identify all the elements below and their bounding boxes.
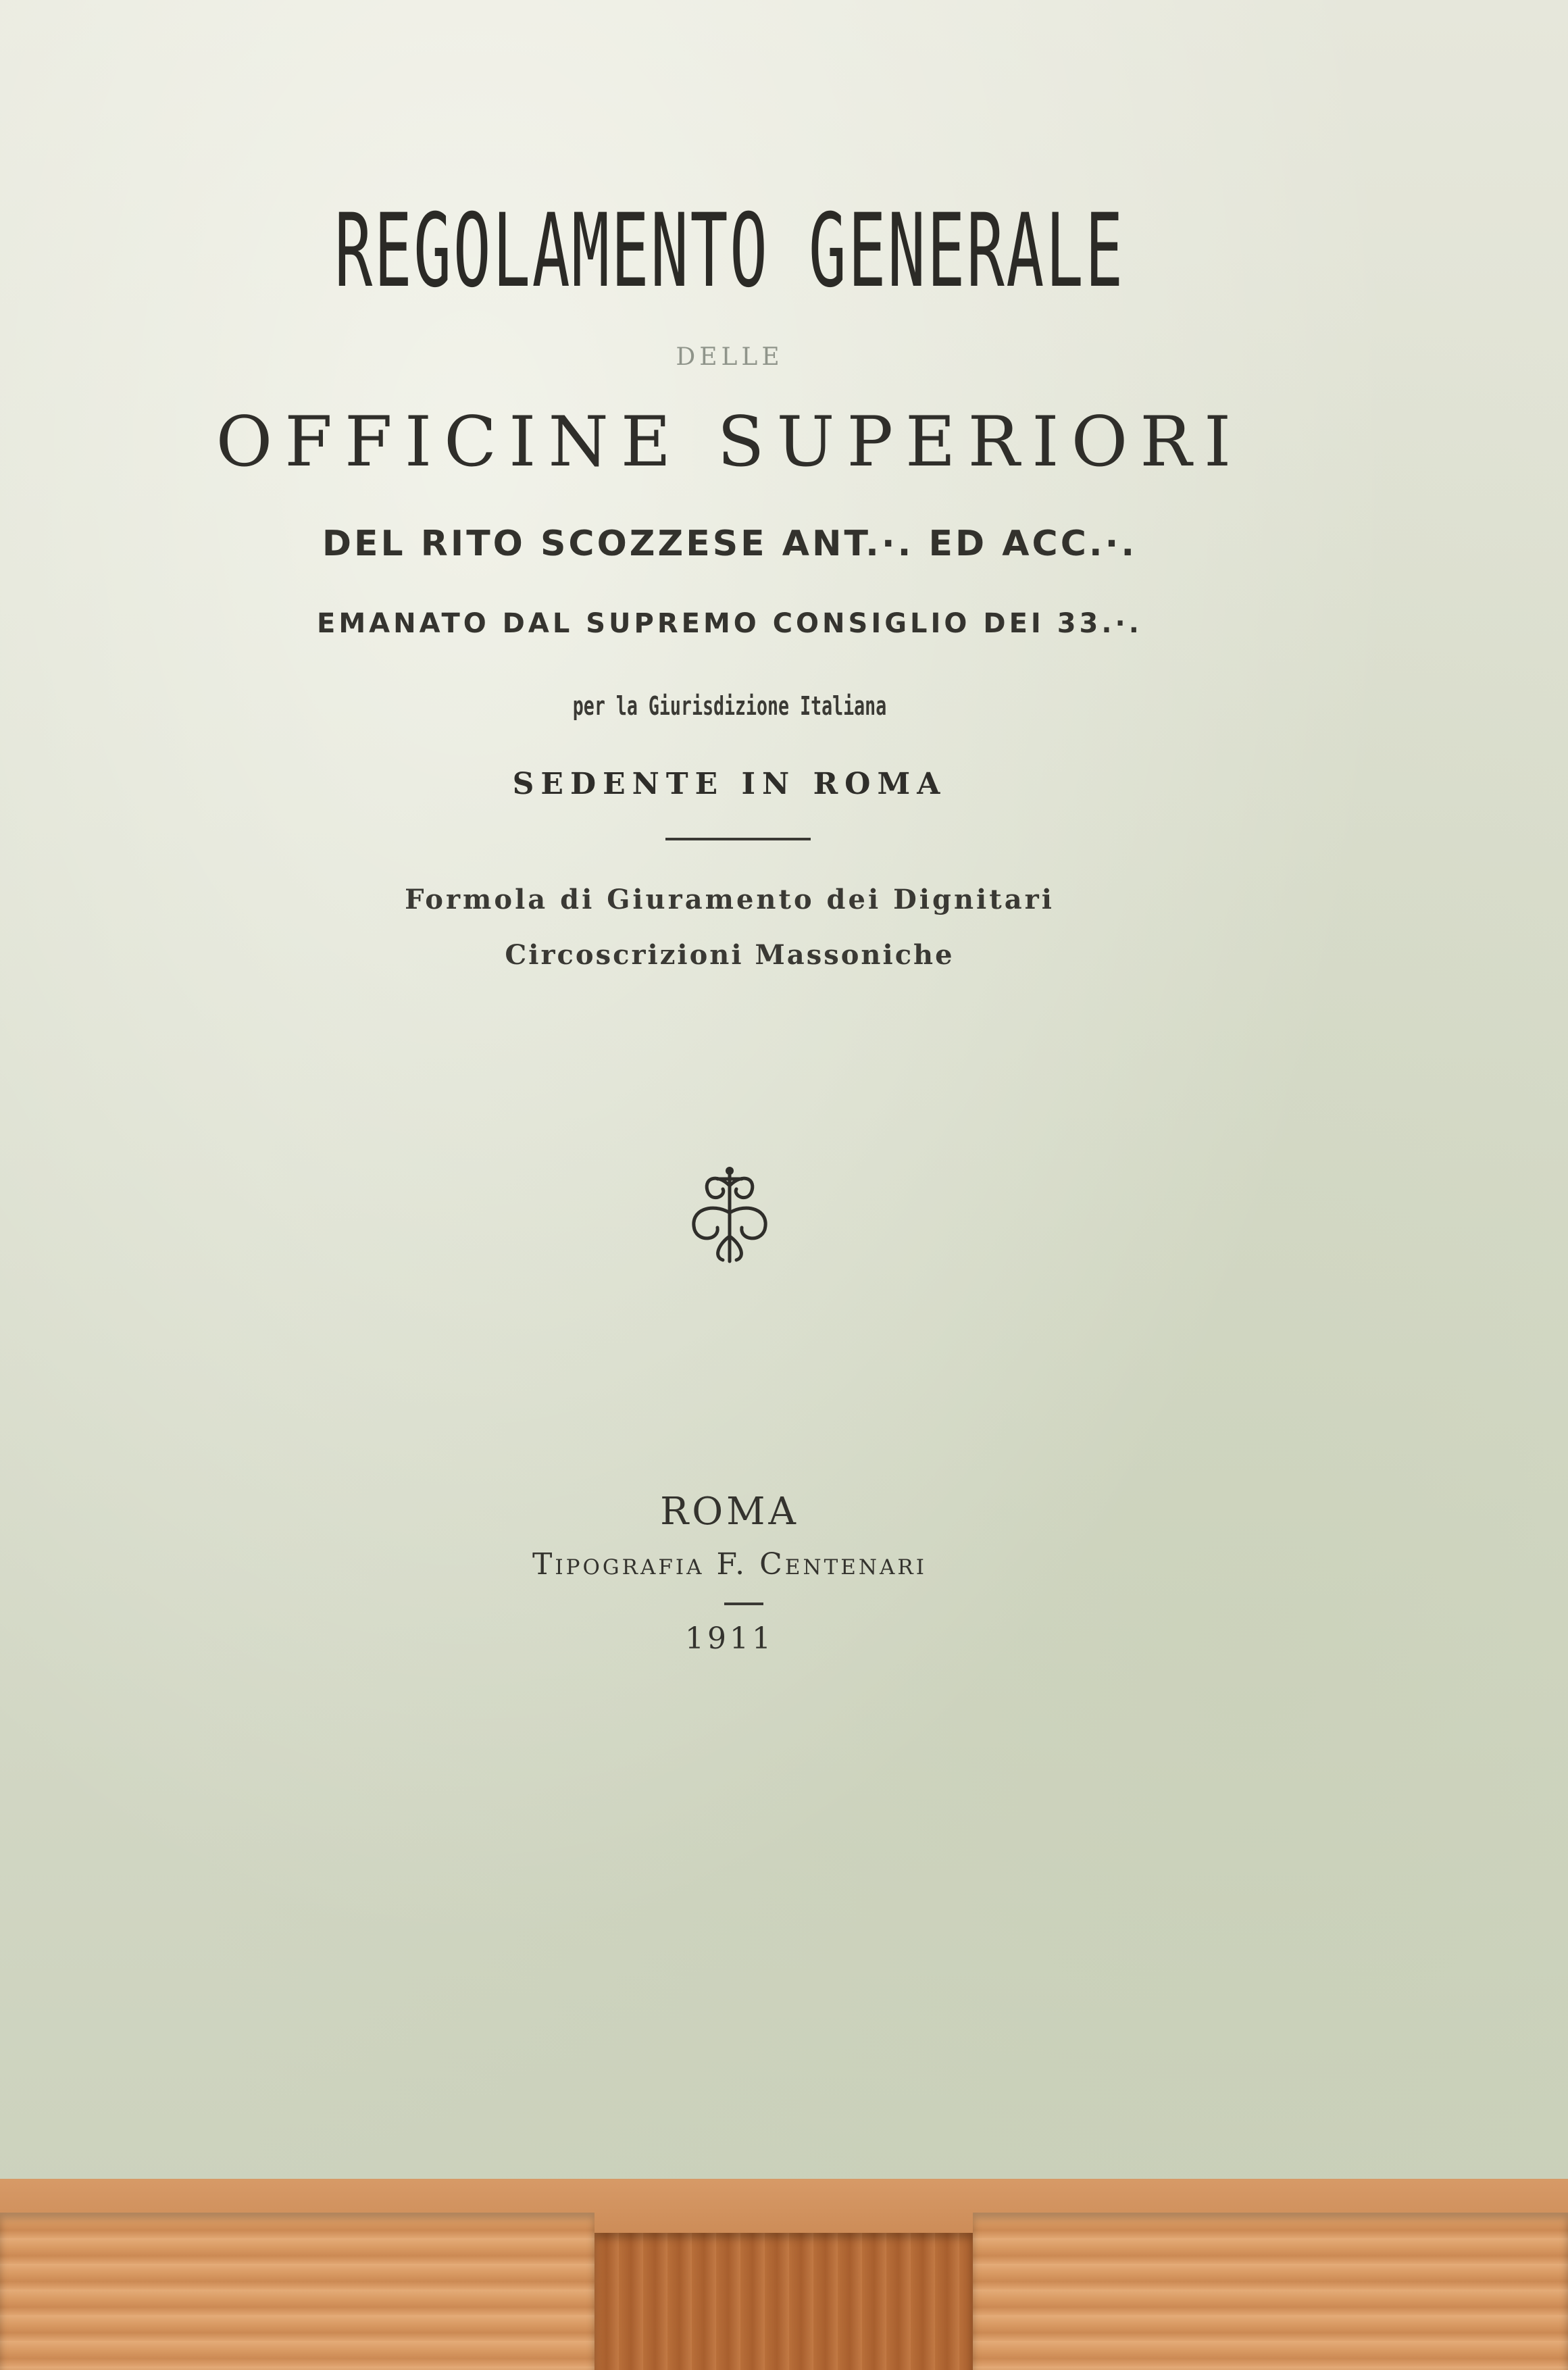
divider-rule (665, 838, 811, 840)
title-connector: DELLE (676, 343, 784, 371)
main-title: REGOLAMENTO GENERALE (334, 193, 1125, 310)
imprint-rule (724, 1603, 763, 1605)
rite-line: DEL RITO SCOZZESE ANT.·. ED ACC.·. (322, 524, 1138, 564)
fleuron-icon (676, 1165, 784, 1267)
title-subject: OFFICINE SUPERIORI (216, 402, 1244, 482)
issued-by-line: EMANATO DAL SUPREMO CONSIGLIO DEI 33.·. (317, 608, 1142, 639)
seat-line: SEDENTE IN ROMA (512, 767, 947, 801)
imprint-printer: Tipografia F. Centenari (532, 1547, 927, 1582)
wood-block-right (973, 2213, 1568, 2370)
contents-line-2: Circoscrizioni Massoniche (505, 939, 955, 971)
contents-line-1: Formola di Giuramento dei Dignitari (405, 884, 1055, 915)
wood-block-left (0, 2213, 595, 2370)
page-edges (595, 2233, 973, 2370)
book-edge-support (0, 2179, 1568, 2370)
jurisdiction-line: per la Giurisdizione Italiana (572, 691, 887, 721)
imprint-year: 1911 (685, 1621, 774, 1656)
imprint-city: ROMA (660, 1490, 799, 1534)
